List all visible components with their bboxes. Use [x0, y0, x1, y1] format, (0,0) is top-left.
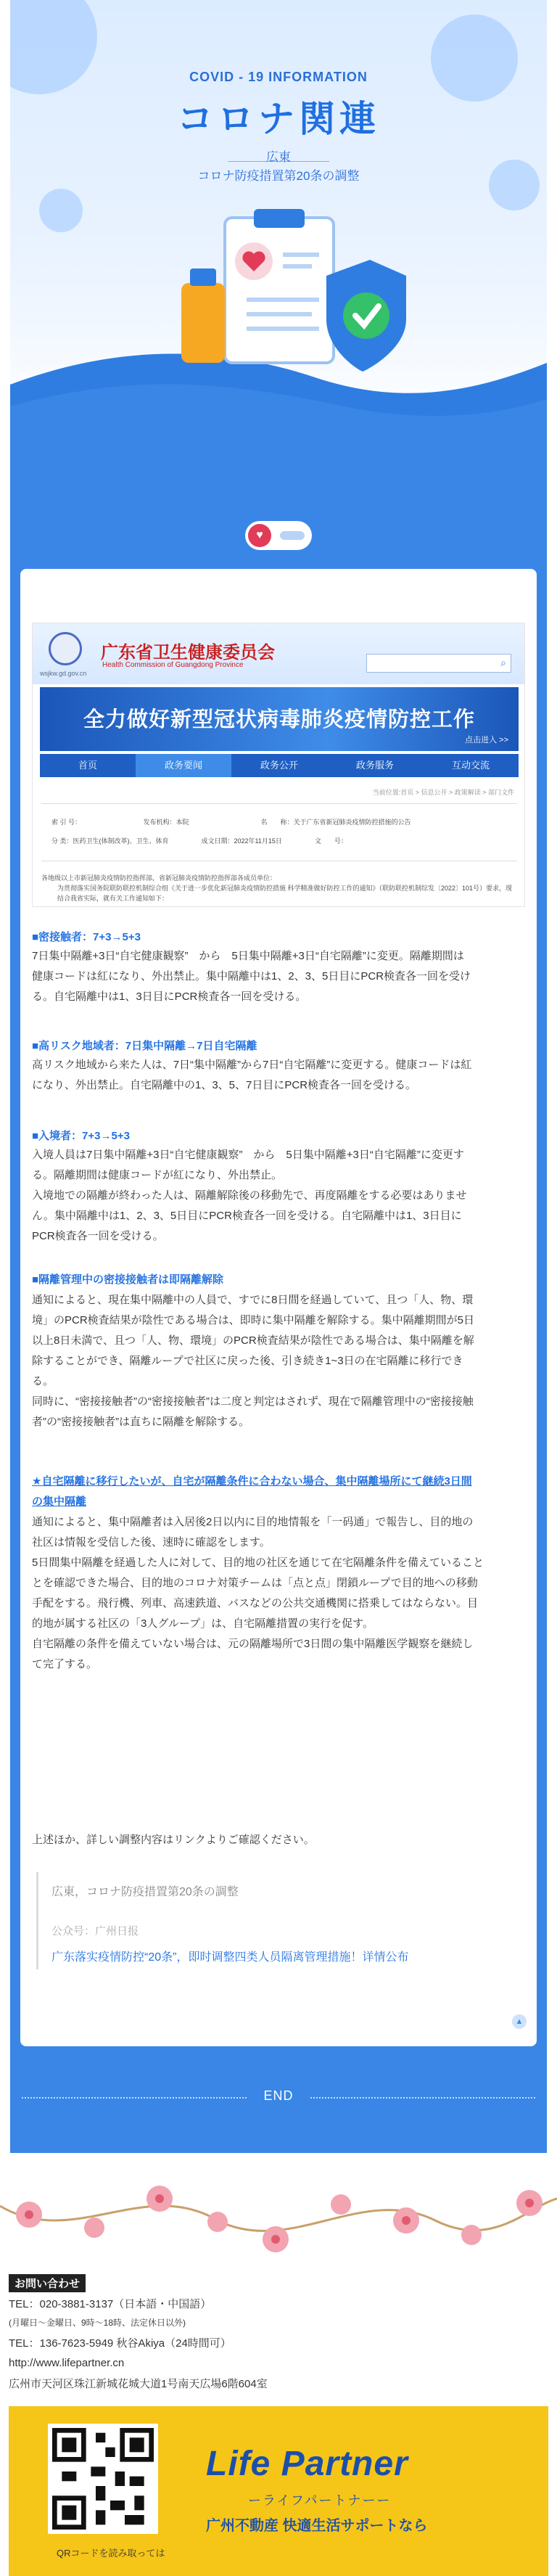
section-body	[32, 1512, 527, 1675]
section-body	[32, 1290, 527, 1432]
end-label: END	[263, 2088, 294, 2103]
virus-decoration	[39, 189, 83, 232]
body-line: 以上8日未満で、且つ「人、物、環境」のPCR検査結果が陰性である場合は、集中隔離を解	[32, 1334, 474, 1347]
contact-tel1[interactable]: TEL：020-3881-3137（日本語・中国語）	[9, 2298, 212, 2310]
body-line: 者”の“密接接触者”は直ちに隔離を解除する。	[32, 1416, 249, 1428]
site-nav	[40, 754, 519, 777]
doc-meta	[41, 803, 517, 861]
body-line: とを確認できた場合、目的地のコロナ対策チームは「点と点」閉鎖ループで目的地への移動	[32, 1577, 478, 1589]
brand-logo: Life Partner	[206, 2445, 408, 2483]
body-line: 5日間集中隔離を経過した人に対して、目的地の社区を通じて在宅隔離条件を備えていること	[32, 1556, 484, 1569]
body-line: 入境人員は7日集中隔離+3日“自宅健康観察” から 5日集中隔離+3日“自宅隔離”に変更す	[32, 1149, 464, 1161]
doc-text	[41, 873, 517, 903]
search-icon: ⌕	[500, 657, 506, 668]
closing-text: 上述ほか、詳しい調整内容はリンクよりご確認ください。	[32, 1834, 315, 1846]
site-url: wsjkw.gd.gov.cn	[40, 670, 87, 677]
body-line: 社区は情報を受信した後、速時に確認をします。	[32, 1536, 271, 1549]
section-heading: ■密接触者：7+3→5+3	[32, 931, 141, 943]
brand-kana: ーライフパートナーー	[248, 2493, 392, 2508]
page-title: コロナ関連	[177, 99, 380, 139]
nav-item-service: 政务服务	[355, 760, 394, 771]
site-header	[33, 623, 525, 684]
body-line: PCR検査各一回を受ける。	[32, 1230, 164, 1242]
contact-website[interactable]: http://www.lifepartner.cn	[9, 2357, 125, 2369]
body-line: 通知によると、集中隔離者は入居後2日以内に目的地情報を「一码通」で報告し、目的地の	[32, 1516, 474, 1528]
site-banner	[40, 687, 519, 751]
body-line: 境」のPCR検査結果が陰性である場合は、即時に集中隔離を解除する。集中隔離期間が5日	[32, 1314, 475, 1326]
body-line: 同時に、“密接接触者”の“密接接触者”は二度と判定はされず、現在で隔離管理中の“密接接触	[32, 1395, 474, 1408]
emblem-icon	[49, 632, 82, 665]
contact-heading: お問い合わせ	[9, 2274, 86, 2292]
doc-text-line: 各地级以上市新冠肺炎疫情防控指挥部，省新冠肺炎疫情防控指挥部各成员单位：	[41, 874, 277, 882]
contact-address: 広州市天河区珠江新城花城大道1号南天広場6階604室	[9, 2378, 268, 2390]
website-screenshot	[32, 623, 525, 907]
body-line: 高リスク地域から来た人は、7日“集中隔離”から7日“自宅隔離”に変更する。健康コードは紅	[32, 1059, 472, 1071]
qr-code-icon[interactable]	[48, 2424, 158, 2534]
banner-more-link: 点击进入 >>	[465, 736, 508, 745]
nav-item-public: 政务公开	[260, 760, 298, 771]
body-line: 入境地での隔離が終わった人は、隔離解除後の移動先で、再度隔離をする必要はありませ	[32, 1189, 467, 1202]
nav-item-home: 首页	[78, 760, 97, 771]
toggle-track	[280, 531, 305, 540]
body-line: て完了する。	[32, 1658, 98, 1670]
doc-text-line: 为贯彻落实国务院联防联控机制综合组《关于进一步优化新冠肺炎疫情防控措施 科学精准做好防控工作的通知》（联防联控机制综发〔2022〕101号）要求，现结合我省实际，就有关工作通知如下：	[57, 885, 513, 902]
section-body	[32, 946, 527, 1007]
hero-region: 広東	[266, 150, 291, 164]
meta-row: 分 类：医药卫生(体制改革)、卫生、体育 成文日期：2022年11月15日 文 号：	[51, 837, 347, 845]
scroll-top-icon[interactable]: ▲	[512, 2014, 527, 2029]
site-breadcrumb: 当前位置:首页 > 信息公开 > 政策解读 > 部门文件	[372, 789, 514, 796]
section-heading: ■隔離管理中の密接接触者は即隔離解除	[32, 1273, 224, 1286]
meta-row: 索 引 号： 发布机构：本院 名 称：关于广东省新冠肺炎疫情防控措施的公告	[51, 819, 411, 826]
section-body	[32, 1145, 527, 1247]
body-line: 通知によると、現在集中隔離中の人員で、すでに8日間を経過していて、且つ「人、物、環	[32, 1294, 474, 1306]
body-line: 健康コードは紅になり、外出禁止。集中隔離中は1、2、3、5日目にPCR検査各一回を受け	[32, 970, 471, 983]
brand-tagline: 广州不動産 快適生活サポートなら	[206, 2518, 428, 2534]
footer-banner	[9, 2406, 548, 2576]
flower-garland	[0, 2170, 557, 2264]
linked-article-title: 広東，コロナ防疫措置第20条の調整	[51, 1886, 239, 1898]
body-line: になり、外出禁止。自宅隔離中の1、3、5、7日目にPCR検査各一回を受ける。	[32, 1079, 417, 1091]
body-line: 除することができ、隔離ループで社区に戻った後、引き続き1~3日の在宅隔離に移行でき	[32, 1355, 463, 1367]
virus-decoration	[431, 15, 518, 102]
section-body	[32, 1055, 527, 1096]
body-line: 的地が属する社区の「3人グループ」は、自宅隔離措置の実行を促す。	[32, 1617, 374, 1630]
contact-tel2[interactable]: TEL：136-7623-5949 秋谷Akiya（24時間可）	[9, 2337, 231, 2350]
linked-article-card[interactable]	[36, 1872, 521, 1969]
linked-article-link[interactable]: 广东落实疫情防控“20条”，即时调整四类人员隔离管理措施！详情公布	[51, 1951, 409, 1964]
body-line: る。自宅隔離中は1、3日目にPCR検査各一回を受ける。	[32, 990, 307, 1003]
nav-item-news: 政务要闻	[136, 754, 231, 777]
site-search-input[interactable]	[366, 654, 511, 673]
linked-article-source: 公众号：广州日报	[51, 1925, 139, 1937]
section-heading: ★自宅隔離に移行したいが、自宅が隔離条件に合わない場合、集中隔離場所にて継続3日間	[32, 1475, 472, 1488]
heart-icon: ♥	[248, 524, 271, 547]
body-line: る。	[32, 1375, 54, 1387]
contact-hours: (月曜日～金曜日、9時～18時、法定休日以外)	[9, 2318, 186, 2328]
heart-toggle[interactable]	[245, 521, 312, 550]
section-heading: ■高リスク地域者：7日集中隔離→7日自宅隔離	[32, 1040, 257, 1052]
hero-kicker: COVID - 19 INFORMATION	[189, 70, 368, 84]
body-line: 手配をする。飛行機、列車、高速鉄道、バスなどの公共交通機関に搭乗してはならない。目	[32, 1597, 479, 1609]
section-heading-cont: の集中隔離	[32, 1496, 87, 1508]
org-name-en: Health Commission of Guangdong Province	[102, 661, 244, 669]
banner-text: 全力做好新型冠状病毒肺炎疫情防控工作	[83, 708, 475, 731]
hero-subtitle: コロナ防疫措置第20条の調整	[197, 169, 360, 183]
body-line: 7日集中隔離+3日“自宅健康観察” から 5日集中隔離+3日“自宅隔離”に変更。隔離期間は	[32, 950, 464, 962]
org-name-cn: 广东省卫生健康委员会	[101, 643, 275, 663]
medical-illustration	[145, 196, 421, 385]
body-line: 自宅隔離の条件を備えていない場合は、元の隔離場所で3日間の集中隔離医学観察を継続し	[32, 1638, 474, 1650]
section-heading: ■入境者：7+3→5+3	[32, 1130, 130, 1142]
body-line: る。隔離期間は健康コードが紅になり、外出禁止。	[32, 1169, 283, 1181]
nav-item-interact: 互动交流	[451, 760, 490, 771]
body-line: ん。集中隔離中は1、2、3、5日目にPCR検査各一回を受ける。自宅隔離中は1、3日目に	[32, 1210, 462, 1222]
qr-caption: QRコードを読み取っては	[57, 2548, 165, 2559]
